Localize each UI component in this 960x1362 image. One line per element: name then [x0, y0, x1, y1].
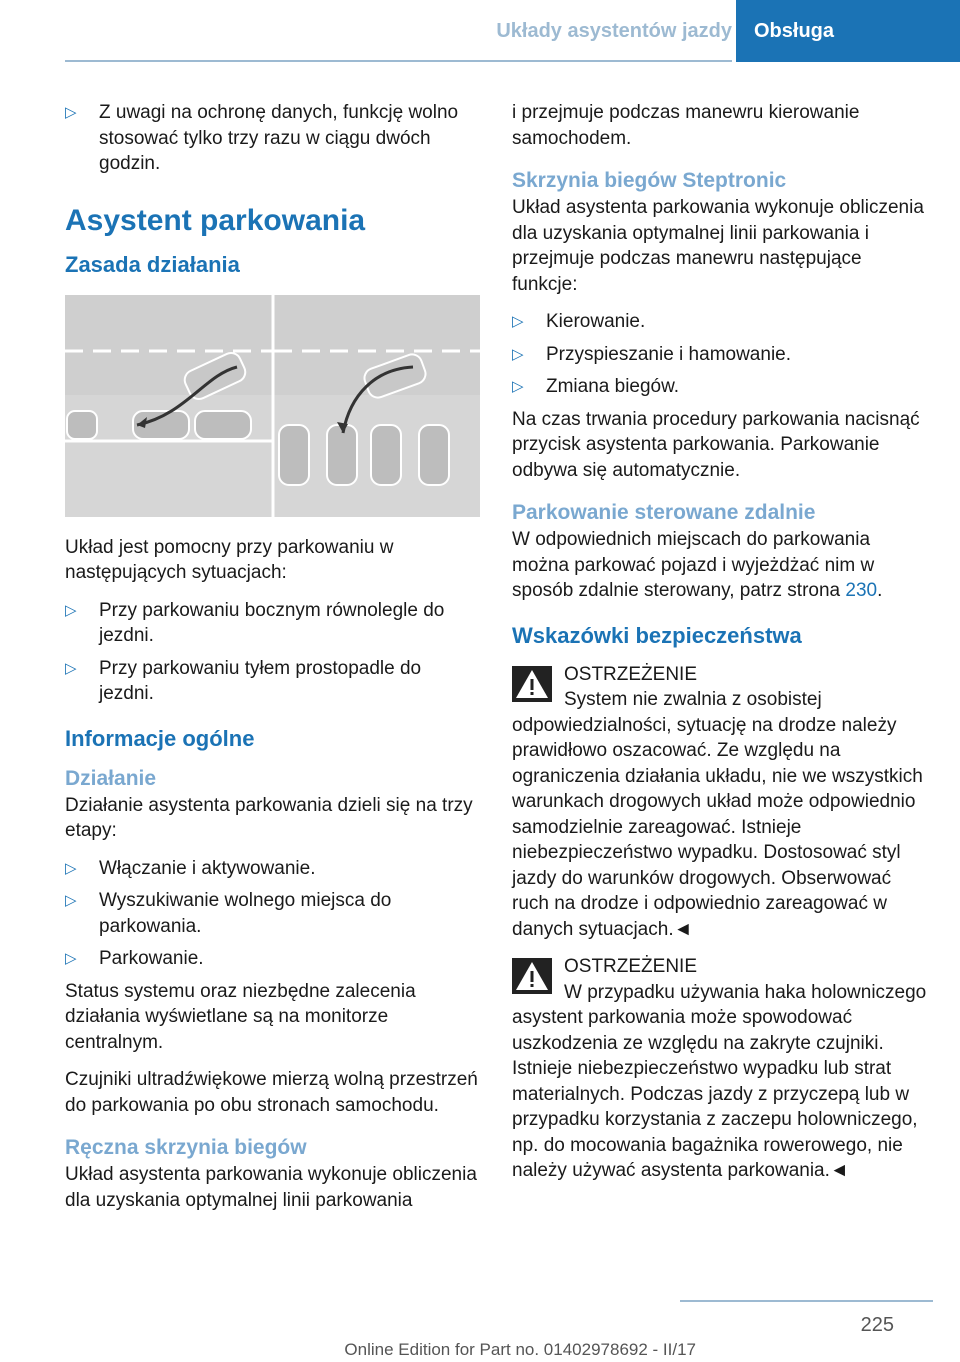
heading-informacje: Informacje ogólne: [65, 725, 255, 751]
intro-text: Układ jest pomocny przy parkowaniu w następujących sytuacjach:: [65, 536, 394, 583]
triangle-right-icon: ▷: [512, 378, 524, 395]
warning-title: OSTRZEŻENIE: [564, 663, 698, 685]
header-section: Obsługa: [736, 0, 960, 62]
dzialanie-text: Działanie asystenta parkowania dzieli się na trzy etapy:: [65, 794, 473, 841]
warning-body: System nie zwalnia z osobistej odpowiedzialności, sytuację na drodze należy prawidłowo oszacować. Ze względu na ograniczenia działania układu, nie we wszystkich warunkach drogowych układ może odpowiednio samodzielnie zareagować. Istnieje niebezpieczeństwo wypadku. Dostosować styl jazdy do warunków drogowych. Obserwować ruch na drodze i odpowiednio zareagować w danych sytuacjach.◄: [512, 689, 923, 940]
warning-title: OSTRZEŻENIE: [564, 956, 698, 977]
right-column: [512, 100, 927, 1196]
list-item: ▷ Przy parkowaniu tyłem prostopadle do jezdni.: [65, 657, 422, 704]
status-text: Status systemu oraz niezbędne zalecenia działania wyświetlane są na monitorze centralnym.: [65, 980, 416, 1053]
triangle-right-icon: ▷: [512, 313, 524, 330]
triangle-right-icon: ▷: [65, 950, 77, 967]
triangle-right-icon: ▷: [65, 659, 77, 677]
page-header: [0, 0, 960, 62]
list-item: ▷ Włączanie i aktywowanie.: [65, 856, 480, 882]
warning-triangle-icon: [512, 666, 552, 702]
footer-rule: [680, 1300, 933, 1302]
heading-steptronic: Skrzynia biegów Steptronic: [512, 169, 787, 192]
heading-zasada: Zasada działania: [65, 251, 240, 277]
triangle-right-icon: ▷: [65, 859, 77, 877]
list-item: ▷ Przyspieszanie i hamowanie.: [512, 342, 927, 368]
page-reference-link[interactable]: 230: [845, 580, 878, 601]
heading-dzialanie: Działanie: [65, 766, 157, 790]
list-item: ▷ Z uwagi na ochronę danych, funkcję wolno stosować tylko trzy razu w ciągu dwóch godzin.: [65, 102, 459, 174]
list-item: ▷ Przy parkowaniu bocznym równolegle do jezdni.: [65, 599, 445, 646]
list-item: ▷ Kierowanie.: [512, 309, 927, 335]
steptronic-text: Układ asystenta parkowania wykonuje obliczenia dla uzyskania optymalnej linii parkowania i przejmuje podczas manewru następujące funkcje:: [512, 197, 924, 295]
list-item: ▷ Wyszukiwanie wolnego miejsca do parkowania.: [65, 890, 392, 937]
list-item: ▷ Zmiana biegów.: [512, 374, 927, 400]
warning-body: W przypadku używania haka holowniczego asystent parkowania może spowodować uszkodzenia ze względu na zakryte czujniki. Istnieje niebezpieczeństwo wypadku lub strat materialnych. Podczas jazdy z przyczepą lub w przypadku korzystania z zaczepu holowniczego, np. do mocowania bagażnika rowerowego, nie należy używać asystenta parkowania.◄: [512, 981, 927, 1181]
remote-text: W odpowiednich miejscach do parkowania można parkować pojazd i wyjeżdżać nim w sposób zdalnie sterowany, patrz strona 230.: [512, 529, 883, 601]
left-column: [65, 100, 480, 1225]
warning-triangle-icon: [512, 958, 552, 994]
heading-safety: Wskazówki bezpieczeństwa: [512, 622, 802, 648]
header-chapter: Układy asystentów jazdy: [496, 0, 732, 62]
list-item: ▷ Parkowanie.: [65, 946, 480, 972]
sensors-text: Czujniki ultradźwiękowe mierzą wolną przestrzeń do parkowania po obu stronach samochodu.: [65, 1069, 478, 1116]
press-text: Na czas trwania procedury parkowania nacisnąć przycisk asystenta parkowania. Parkowanie odbywa się automatycznie.: [512, 408, 920, 481]
manual-continued: i przejmuje podczas manewru kierowanie samochodem.: [512, 102, 860, 149]
page-number: 225: [860, 1314, 894, 1336]
triangle-right-icon: ▷: [65, 104, 77, 121]
edition-text: Online Edition for Part no. 01402978692 - II/17: [344, 1340, 696, 1359]
triangle-right-icon: ▷: [512, 345, 524, 363]
heading-manual: Ręczna skrzynia biegów: [65, 1136, 307, 1159]
heading-remote: Parkowanie sterowane zdalnie: [512, 501, 816, 524]
warning-block: [512, 954, 927, 1184]
header-rule: [65, 60, 732, 62]
warning-block: [512, 662, 927, 943]
triangle-right-icon: ▷: [65, 601, 77, 619]
page-title: Asystent parkowania: [65, 203, 366, 237]
manual-text: Układ asystenta parkowania wykonuje obliczenia dla uzyskania optymalnej linii parkowania: [65, 1164, 477, 1211]
triangle-right-icon: ▷: [65, 892, 77, 909]
parking-illustration: [65, 295, 480, 517]
